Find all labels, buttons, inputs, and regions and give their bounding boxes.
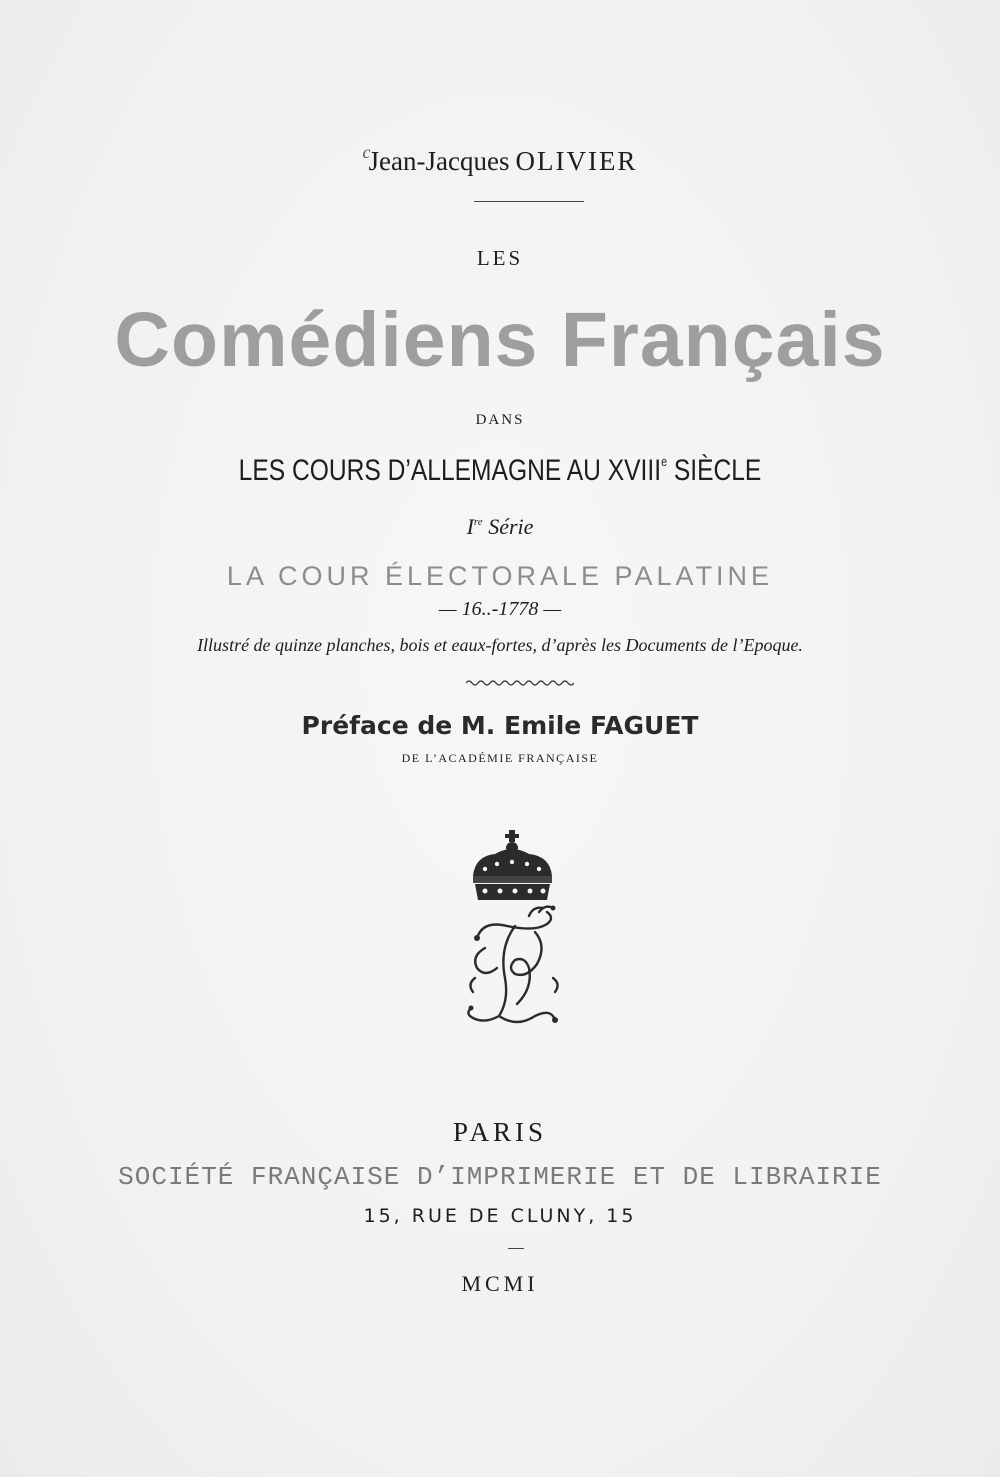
series-number-sup: re (473, 516, 483, 528)
imprint-city: PARIS (452, 1117, 548, 1147)
crowned-monogram-icon (455, 828, 570, 1043)
author-divider (474, 201, 584, 202)
imprint-address: 15, RUE DE CLUNY, 15 (363, 1205, 637, 1227)
series-number (0, 514, 1000, 540)
title-connector: DANS (475, 412, 525, 428)
author-first-name: Jean-Jacques (368, 146, 510, 176)
main-title: Comédiens Français (114, 297, 886, 383)
subtitle (90, 454, 910, 488)
subtitle-end: SIÈCLE (666, 454, 762, 487)
author-line (0, 142, 1000, 177)
subtitle-text: LES COURS D’ALLEMAGNE AU XVIII (238, 454, 662, 487)
imprint-divider (508, 1248, 524, 1249)
wavy-ornament-divider (466, 678, 574, 688)
author-annotation-mark: c (362, 142, 371, 162)
series-name: LA COUR ÉLECTORALE PALATINE (226, 561, 774, 591)
preface-affiliation: DE L’ACADÉMIE FRANÇAISE (401, 751, 599, 765)
series-number-roman: I (466, 514, 474, 539)
imprint-year: MCMI (461, 1271, 539, 1296)
preface-line: Préface de M. Emile FAGUET (301, 711, 699, 740)
title-article: LES (476, 246, 524, 270)
author-last-name: OLIVIER (515, 146, 638, 176)
series-label: Série (482, 514, 534, 539)
illustrations-note: Illustré de quinze planches, bois et eaux-fortes, d’après les Documents de l’Epoque. (197, 635, 803, 655)
series-dates: — 16..-1778 — (438, 598, 562, 620)
subtitle-superscript: e (661, 454, 667, 469)
imprint-publisher: SOCIÉTÉ FRANÇAISE D’IMPRIMERIE ET DE LIBRAIRIE (118, 1162, 882, 1192)
